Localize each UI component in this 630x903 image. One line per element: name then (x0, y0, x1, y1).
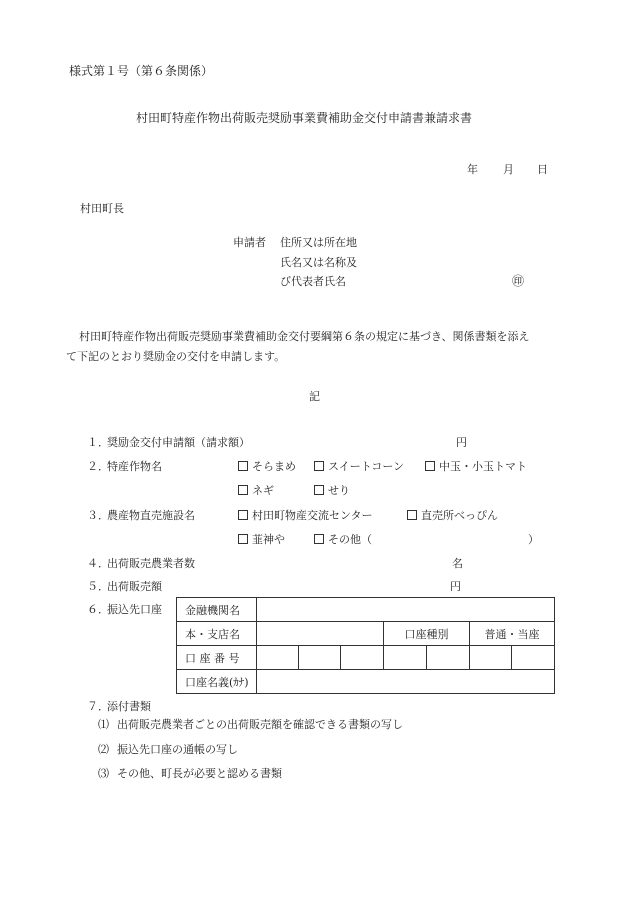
body-text-line-2: て下記のとおり奨励金の交付を申請します。 (66, 350, 286, 363)
option-label: 直売所べっぴん (421, 509, 498, 522)
bank-name-label: 金融機関名 (177, 598, 257, 622)
attachment-2-number: ⑵ (98, 743, 109, 756)
crop-option-seri[interactable] (314, 485, 350, 496)
account-number-label: 口 座 番 号 (177, 646, 257, 670)
item6-label: 振込先口座 (107, 603, 162, 616)
attachment-1-number: ⑴ (98, 718, 109, 731)
checkbox-icon[interactable] (407, 510, 417, 520)
table-row (177, 670, 555, 694)
applicant-label: 申請者 (233, 236, 266, 249)
bank-name-field[interactable] (257, 598, 555, 622)
option-label: 中玉・小玉トマト (439, 460, 527, 473)
checkbox-icon[interactable] (314, 534, 324, 544)
item4-unit: 名 (452, 557, 463, 570)
checkbox-icon[interactable] (314, 461, 324, 471)
item1-unit: 円 (456, 436, 467, 449)
account-holder-field[interactable] (257, 670, 555, 694)
facility-option-koryu-center[interactable] (238, 510, 373, 521)
checkbox-icon[interactable] (238, 534, 248, 544)
facility-option-beppin[interactable] (407, 510, 498, 521)
attachment-2-text: 振込先口座の通帳の写し (117, 743, 238, 756)
applicant-name-label-2: び代表者氏名 (280, 275, 346, 288)
item7-label: 添付書類 (107, 700, 151, 713)
facility-option-other[interactable] (314, 534, 372, 545)
checkbox-icon[interactable] (314, 485, 324, 495)
checkbox-icon[interactable] (238, 461, 248, 471)
table-row (177, 622, 555, 646)
addressee: 村田町長 (80, 202, 124, 215)
item6-number: ６． (87, 603, 109, 616)
attachment-1-text: 出荷販売農業者ごとの出荷販売額を確認できる書類の写し (117, 718, 403, 731)
account-digit-field[interactable] (341, 646, 384, 670)
option-label: そらまめ (252, 460, 296, 473)
form-number: 様式第１号（第６条関係） (69, 64, 214, 78)
applicant-name-label-1: 氏名又は名称及 (280, 256, 357, 269)
account-digit-field[interactable] (512, 646, 555, 670)
option-label: 韮神や (252, 533, 285, 546)
item5-number: ５． (87, 580, 109, 593)
account-type-value[interactable]: 普通・当座 (470, 622, 555, 646)
option-label: ネギ (252, 484, 274, 497)
applicant-address-label: 住所又は所在地 (280, 236, 357, 249)
item2-label: 特産作物名 (107, 460, 162, 473)
option-label: スイートコーン (328, 460, 405, 473)
option-label: その他（ (328, 533, 372, 546)
item5-label: 出荷販売額 (107, 580, 162, 593)
facility-other-close-paren: ） (528, 533, 539, 546)
crop-option-sweetcorn[interactable] (314, 461, 404, 472)
item7-number: ７． (87, 700, 109, 713)
checkbox-icon[interactable] (238, 510, 248, 520)
account-digit-field[interactable] (470, 646, 512, 670)
account-digit-field[interactable] (257, 646, 299, 670)
crop-option-tomato[interactable] (425, 461, 527, 472)
date-year-label: 年 (467, 163, 478, 176)
option-label: せり (328, 484, 350, 497)
page-title: 村田町特産作物出荷販売奨励事業費補助金交付申請書兼請求書 (136, 111, 473, 125)
item1-label: 奨励金交付申請額（請求額） (107, 436, 250, 449)
account-digit-field[interactable] (427, 646, 470, 670)
ki-label: 記 (309, 390, 320, 403)
attachment-3-text: その他、町長が必要と認める書類 (117, 767, 282, 780)
item5-unit: 円 (450, 580, 461, 593)
account-digit-field[interactable] (299, 646, 341, 670)
table-row (177, 598, 555, 622)
date-day-label: 日 (537, 163, 548, 176)
body-text-line-1: 村田町特産作物出荷販売奨励事業費補助金交付要綱第６条の規定に基づき、関係書類を添え (79, 330, 530, 343)
crop-option-soramame[interactable] (238, 461, 296, 472)
seal-mark: ㊞ (512, 274, 525, 288)
item4-label: 出荷販売農業者数 (107, 557, 195, 570)
account-holder-label: 口座名義(ｶﾅ) (177, 670, 257, 694)
option-label: 村田町物産交流センター (252, 509, 373, 522)
item1-number: １． (87, 436, 109, 449)
crop-option-negi[interactable] (238, 485, 274, 496)
branch-name-label: 本・支店名 (177, 622, 257, 646)
facility-option-niragamiya[interactable] (238, 534, 285, 545)
checkbox-icon[interactable] (238, 485, 248, 495)
item3-number: ３． (87, 509, 109, 522)
account-type-label: 口座種別 (384, 622, 470, 646)
bank-account-table (176, 597, 555, 694)
checkbox-icon[interactable] (425, 461, 435, 471)
account-digit-field[interactable] (384, 646, 427, 670)
date-month-label: 月 (503, 163, 514, 176)
item3-label: 農産物直売施設名 (107, 509, 195, 522)
branch-name-field[interactable] (257, 622, 384, 646)
table-row (177, 646, 555, 670)
attachment-3-number: ⑶ (98, 767, 109, 780)
item2-number: ２． (87, 460, 109, 473)
item4-number: ４． (87, 557, 109, 570)
